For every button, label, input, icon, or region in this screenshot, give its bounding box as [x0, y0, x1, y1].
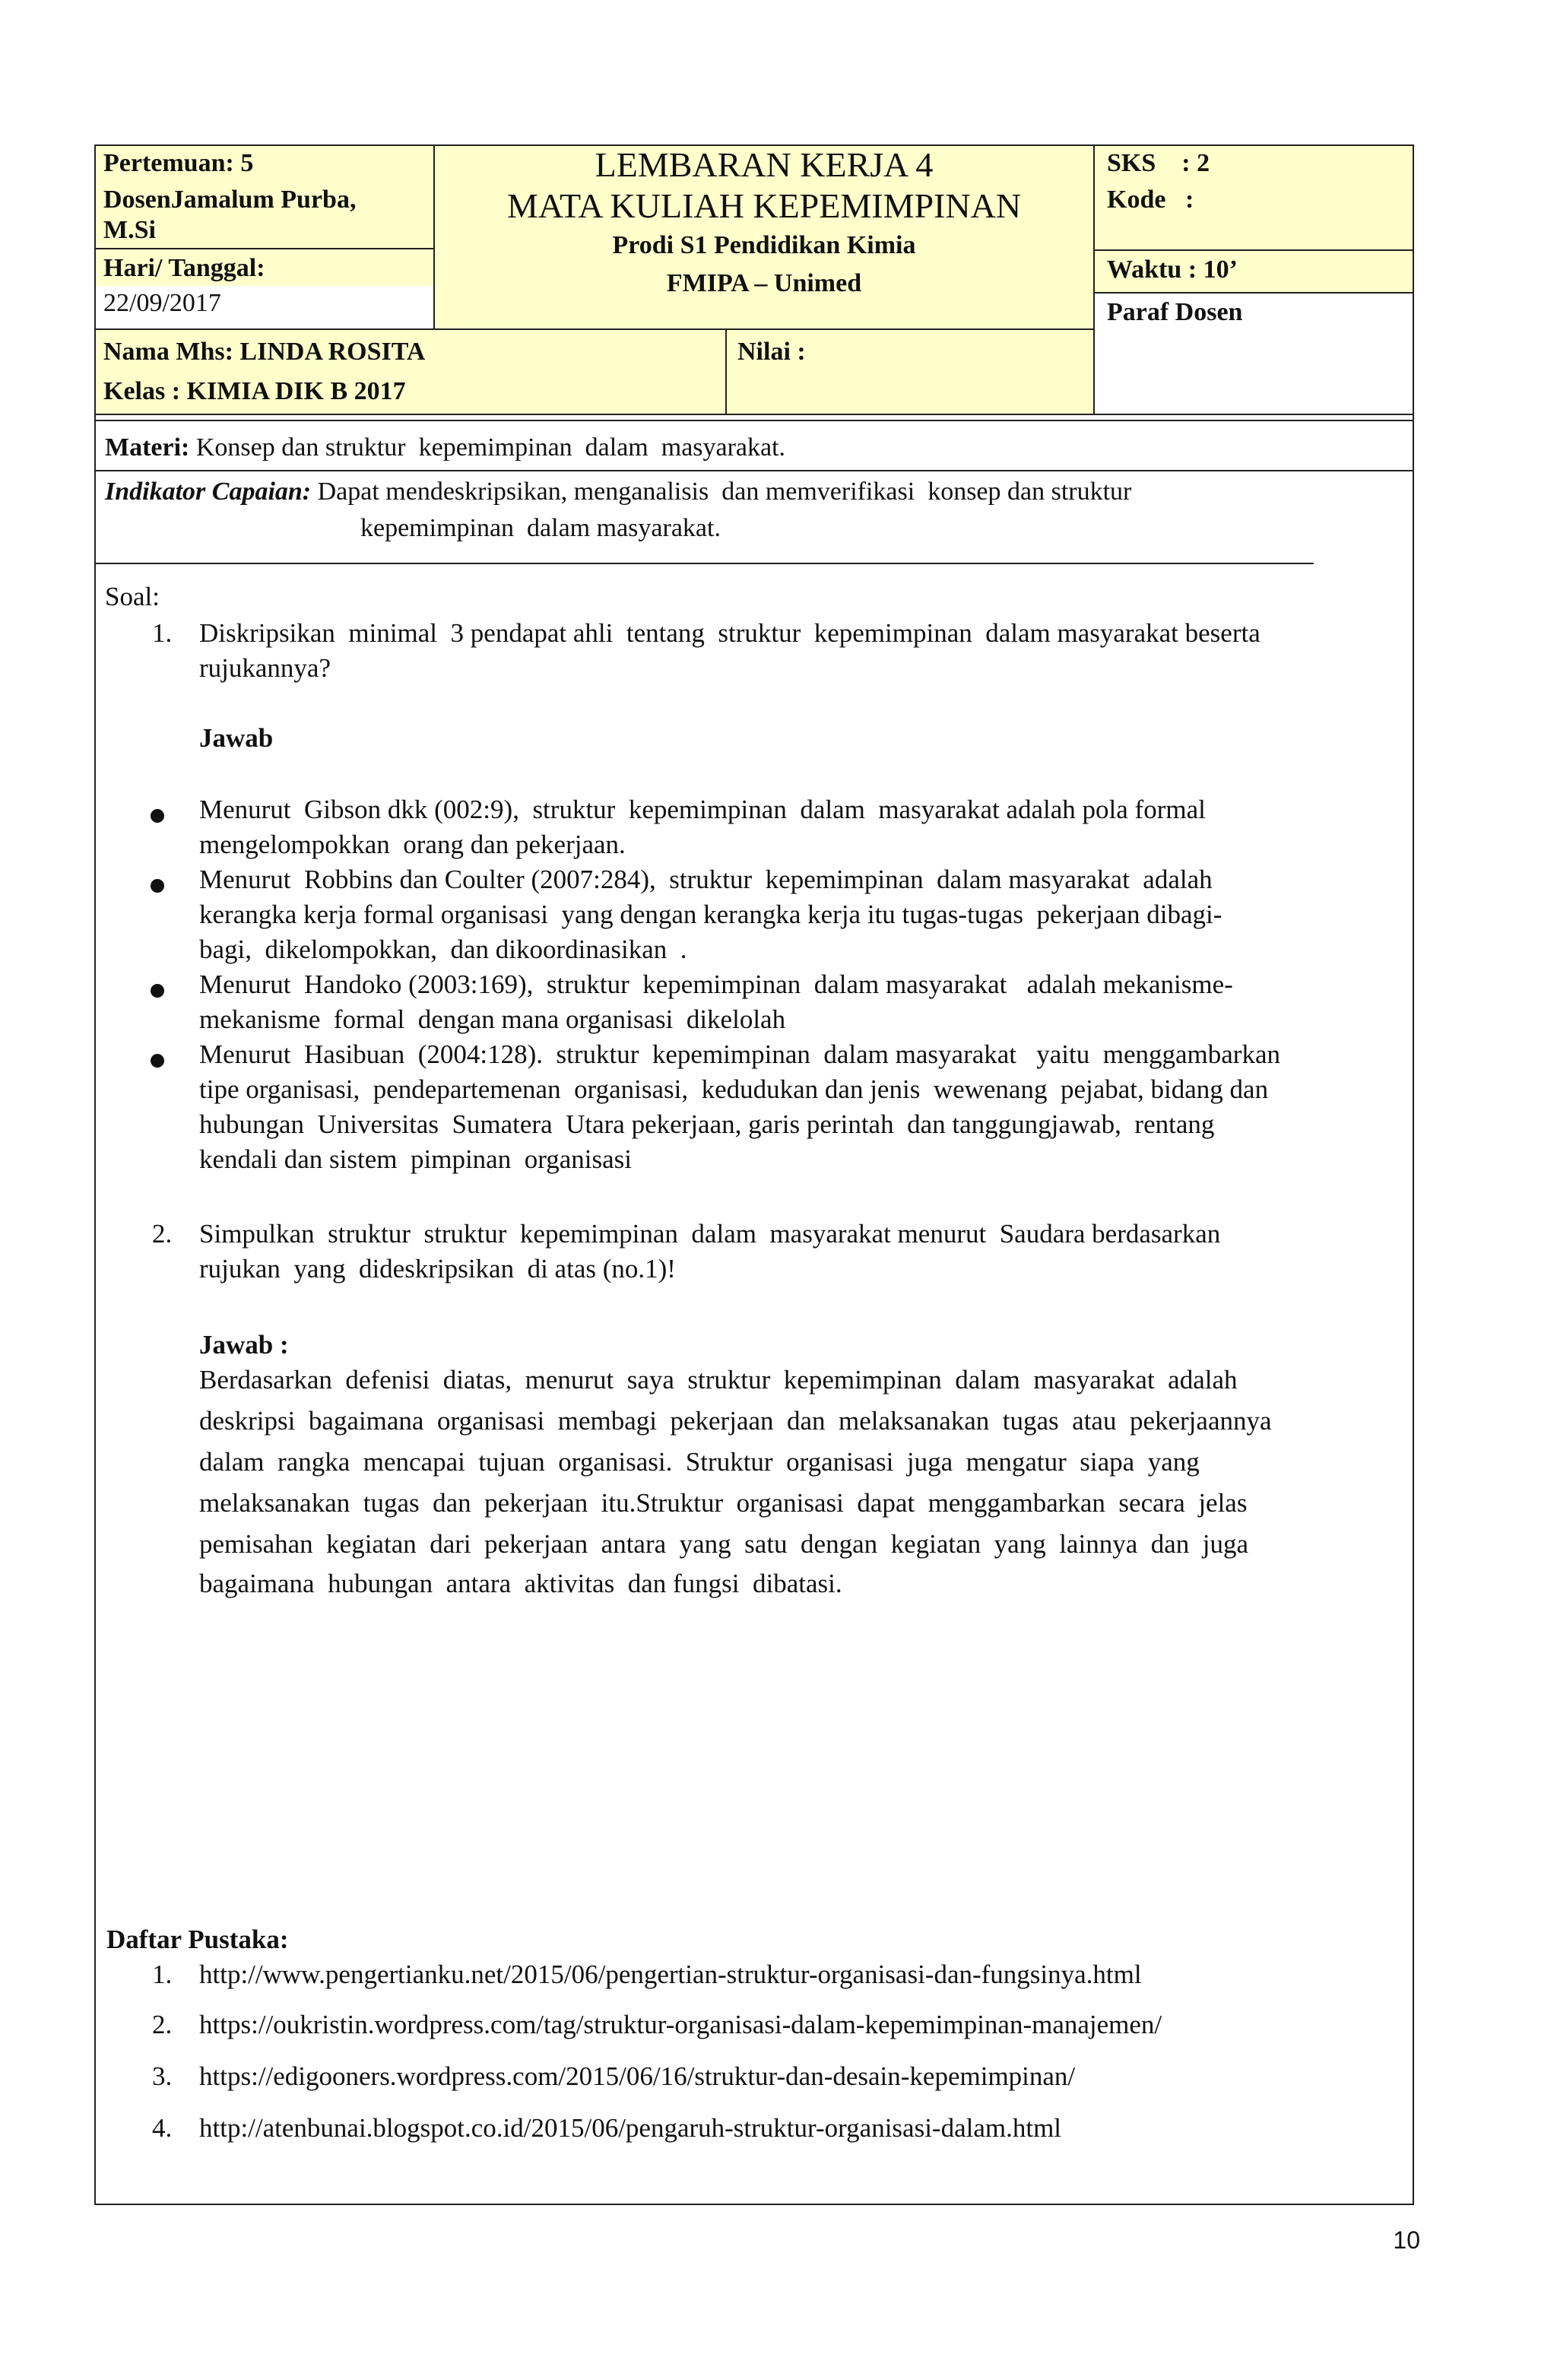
bullet-1-line2: mengelompokkan orang dan pekerjaan. — [199, 830, 626, 859]
bullet-icon — [151, 879, 164, 893]
header-divider — [1093, 292, 1414, 294]
answer-2-line2: deskripsi bagaimana organisasi membagi pekerjaan dan melaksanakan tugas atau pekerjaannya — [199, 1406, 1272, 1436]
materi-text: Konsep dan struktur kepemimpinan dalam masyarakat. — [189, 433, 786, 462]
answer-2-line3: dalam rangka mencapai tujuan organisasi. Struktur organisasi juga mengatur siapa yang — [199, 1447, 1200, 1477]
fmipa-text: FMIPA – Unimed — [666, 269, 862, 297]
answer-2-line4: melaksanakan tugas dan pekerjaan itu.Struktur organisasi dapat menggambarkan secara jelas — [199, 1488, 1248, 1518]
bullet-2-line1: Menurut Robbins dan Coulter (2007:284), struktur kepemimpinan dalam masyarakat adalah — [199, 865, 1213, 894]
student-class: Kelas : KIMIA DIK B 2017 — [103, 377, 406, 405]
pustaka-link[interactable]: https://edigooners.wordpress.com/2015/06/16/struktur-dan-desain-kepemimpinan/ — [199, 2061, 1076, 2091]
question-1-number: 1. — [152, 618, 173, 648]
pustaka-link[interactable]: https://oukristin.wordpress.com/tag/struktur-organisasi-dalam-kepemimpinan-manajemen/ — [199, 2010, 1162, 2039]
bullet-3-line2: mekanisme formal dengan mana organisasi dikelolah — [199, 1004, 786, 1034]
indikator-text: Dapat mendeskripsikan, menganalisis dan memverifikasi konsep dan struktur — [311, 478, 1132, 506]
materi-divider — [94, 470, 1414, 471]
pustaka-number: 2. — [152, 2010, 173, 2039]
soal-label: Soal: — [105, 582, 160, 611]
materi-line — [105, 432, 785, 464]
header-divider — [94, 248, 435, 249]
sks-text: SKS : 2 — [1107, 149, 1210, 177]
student-name: Nama Mhs: LINDA ROSITA — [103, 338, 426, 366]
dosen-text: DosenJamalum Purba, — [103, 186, 357, 214]
bullet-3-line1: Menurut Handoko (2003:169), struktur kepemimpinan dalam masyarakat adalah mekanisme- — [199, 969, 1233, 999]
waktu-text: Waktu : 10’ — [1107, 255, 1238, 284]
indikator-text-line2: kepemimpinan dalam masyarakat. — [360, 514, 721, 542]
header-divider — [94, 414, 1414, 415]
pustaka-label: Daftar Pustaka: — [106, 1925, 289, 1954]
indikator-divider — [94, 563, 1314, 564]
answer-2-line5: pemisahan kegiatan dari pekerjaan antara yang satu dengan kegiatan yang lainnya dan juga — [199, 1529, 1249, 1559]
bullet-4-line4: kendali dan sistem pimpinan organisasi — [199, 1144, 632, 1174]
bullet-icon — [151, 984, 164, 998]
bullet-4-line1: Menurut Hasibuan (2004:128). struktur kepemimpinan dalam masyarakat yaitu menggambarkan — [199, 1039, 1280, 1069]
answer-2-line6: bagaimana hubungan antara aktivitas dan fungsi dibatasi. — [199, 1569, 842, 1598]
header-divider — [94, 420, 1414, 421]
pustaka-number: 3. — [152, 2061, 173, 2091]
header-divider — [94, 328, 1095, 330]
worksheet-title: LEMBARAN KERJA 4 — [595, 145, 934, 184]
bullet-4-line2: tipe organisasi, pendepartemenan organisasi, kedudukan dan jenis wewenang pejabat, bidang dan — [199, 1074, 1269, 1104]
question-2-number: 2. — [152, 1219, 173, 1249]
bullet-1-line1: Menurut Gibson dkk (002:9), struktur kepemimpinan dalam masyarakat adalah pola formal — [199, 795, 1206, 824]
header-divider — [1093, 249, 1414, 251]
pustaka-number: 4. — [152, 2113, 173, 2143]
prodi-text: Prodi S1 Pendidikan Kimia — [612, 231, 916, 259]
indikator-line — [105, 476, 1131, 508]
header-divider — [1093, 144, 1095, 415]
header-divider — [725, 328, 727, 415]
question-1-text-cont: rujukannya? — [199, 653, 331, 683]
bullet-4-line3: hubungan Universitas Sumatera Utara pekerjaan, garis perintah dan tanggungjawab, rentang — [199, 1109, 1215, 1139]
jawab-1-label: Jawab — [199, 723, 274, 753]
materi-label: Materi: — [105, 433, 190, 462]
nilai-label: Nilai : — [737, 338, 806, 366]
indikator-label: Indikator Capaian: — [105, 478, 312, 506]
hari-value: 22/09/2017 — [103, 289, 221, 317]
pustaka-number: 1. — [152, 1960, 173, 1989]
pustaka-link[interactable]: http://www.pengertianku.net/2015/06/pengertian-struktur-organisasi-dan-fungsinya.html — [199, 1960, 1142, 1989]
jawab-2-label: Jawab : — [199, 1330, 289, 1360]
question-2-text: Simpulkan struktur struktur kepemimpinan dalam masyarakat menurut Saudara berdasarkan — [199, 1219, 1221, 1249]
paraf-text: Paraf Dosen — [1107, 298, 1243, 326]
kode-text: Kode : — [1107, 186, 1194, 214]
question-2-text-cont: rujukan yang dideskripsikan di atas (no.1)! — [199, 1254, 676, 1284]
question-1-text: Diskripsikan minimal 3 pendapat ahli tentang struktur kepemimpinan dalam masyarakat beserta — [199, 618, 1261, 648]
dosen-title-text: M.Si — [103, 216, 156, 244]
bullet-icon — [151, 1054, 164, 1068]
bullet-icon — [151, 809, 164, 823]
page-number: 10 — [1393, 2226, 1420, 2254]
course-title: MATA KULIAH KEPEMIMPINAN — [506, 186, 1022, 225]
pertemuan-text: Pertemuan: 5 — [103, 149, 254, 177]
answer-2-line1: Berdasarkan defenisi diatas, menurut saya struktur kepemimpinan dalam masyarakat adalah — [199, 1365, 1238, 1395]
bullet-2-line2: kerangka kerja formal organisasi yang dengan kerangka kerja itu tugas-tugas pekerjaan dibagi- — [199, 900, 1222, 929]
bullet-2-line3: bagi, dikelompokkan, dan dikoordinasikan . — [199, 935, 687, 964]
hari-label: Hari/ Tanggal: — [103, 254, 265, 282]
pustaka-link[interactable]: http://atenbunai.blogspot.co.id/2015/06/pengaruh-struktur-organisasi-dalam.html — [199, 2113, 1062, 2143]
